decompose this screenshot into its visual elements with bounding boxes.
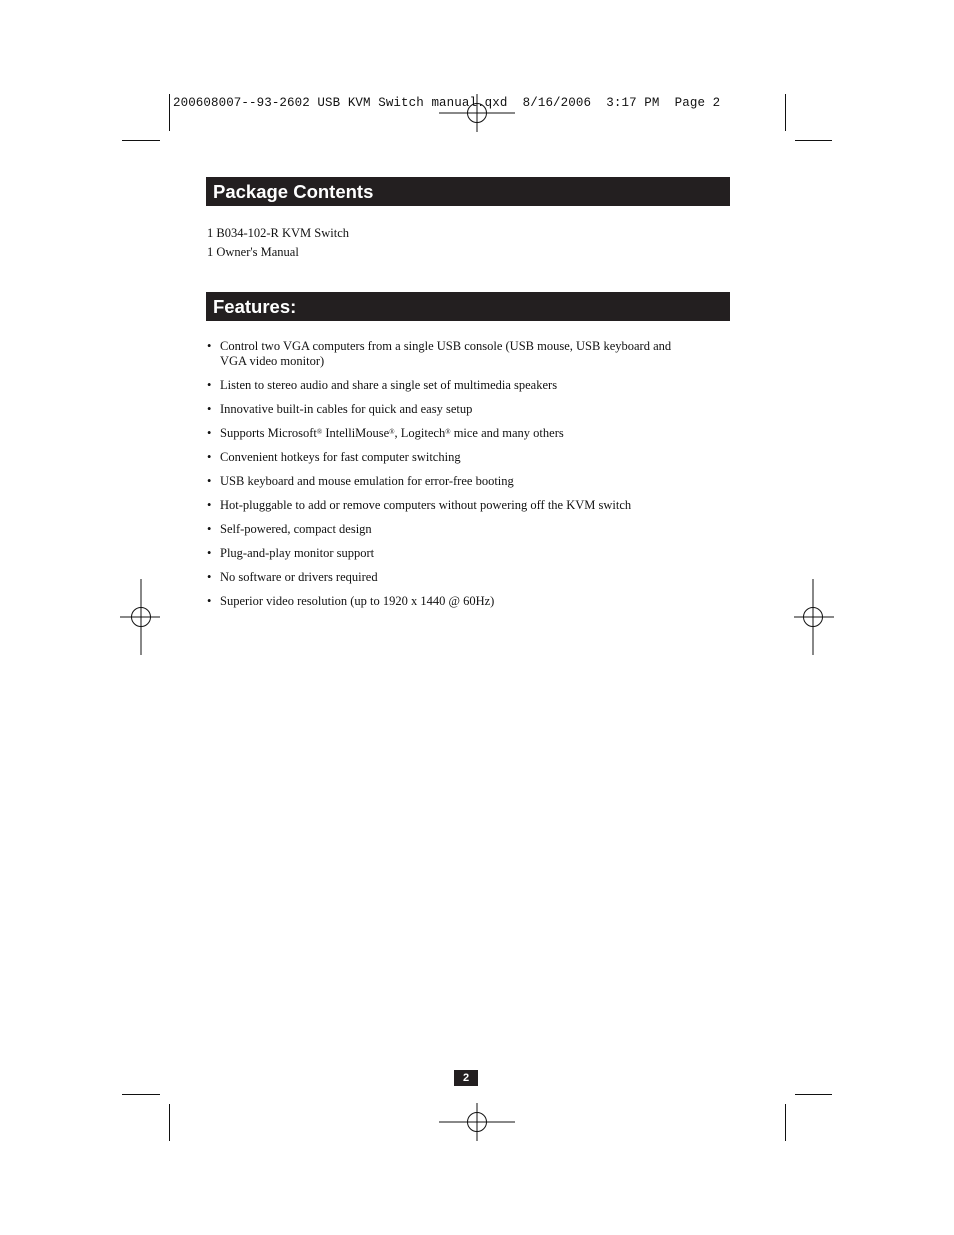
- package-item: 1 B034-102-R KVM Switch: [207, 226, 350, 240]
- bullet-icon: •: [207, 377, 212, 392]
- feature-item: • Hot-pluggable to add or remove computers without powering off the KVM switch: [207, 497, 632, 512]
- bullet-icon: •: [207, 449, 212, 464]
- feature-item: • Listen to stereo audio and share a single set of multimedia speakers: [207, 377, 558, 392]
- bullet-icon: •: [207, 497, 212, 512]
- package-contents-heading: Package Contents: [206, 177, 730, 206]
- bullet-icon: •: [207, 593, 212, 608]
- registered-mark: ®: [316, 427, 323, 436]
- registered-mark: ®: [445, 427, 451, 436]
- bullet-icon: •: [207, 545, 212, 560]
- bullet-icon: •: [207, 401, 212, 416]
- features-heading: Features:: [206, 292, 730, 321]
- bullet-icon: •: [207, 339, 212, 353]
- crop-mark-bottom-right-horizontal: [795, 1094, 832, 1095]
- page-number: 2: [454, 1070, 478, 1086]
- registration-mark-bottom-icon: [439, 1103, 515, 1143]
- feature-item: • Plug-and-play monitor support: [207, 545, 375, 560]
- registration-mark-top-icon: [439, 92, 515, 132]
- feature-item: • Superior video resolution (up to 1920 x 1440 @ 60Hz): [207, 593, 495, 608]
- package-contents-list: [207, 224, 349, 262]
- print-slug-line: 200608007--93-2602 USB KVM Switch manual.qxd 8/16/2006 3:17 PM Page 2: [173, 96, 721, 110]
- feature-item: • Supports Microsoft® IntelliMouse®, Logitech® mice and many others: [207, 425, 564, 440]
- package-item: 1 Owner's Manual: [207, 245, 299, 259]
- feature-item: • No software or drivers required: [207, 569, 378, 584]
- feature-item: • USB keyboard and mouse emulation for error-free booting: [207, 473, 514, 488]
- feature-item: • Self-powered, compact design: [207, 521, 372, 536]
- crop-mark-top-right-vertical: [785, 94, 786, 131]
- crop-mark-bottom-right-vertical: [785, 1104, 786, 1141]
- registration-mark-left-icon: [120, 579, 160, 655]
- feature-item: • Control two VGA computers from a single USB console (USB mouse, USB keyboard and VGA video monitor): [207, 339, 672, 368]
- bullet-icon: •: [207, 473, 212, 488]
- crop-mark-top-left-vertical: [169, 94, 170, 131]
- registration-mark-right-icon: [794, 579, 834, 655]
- crop-mark-top-right-horizontal: [795, 140, 832, 141]
- crop-mark-bottom-left-vertical: [169, 1104, 170, 1141]
- features-list: [207, 339, 687, 618]
- feature-item: • Convenient hotkeys for fast computer switching: [207, 449, 461, 464]
- bullet-icon: •: [207, 425, 212, 440]
- bullet-icon: •: [207, 521, 212, 536]
- crop-mark-top-left-horizontal: [122, 140, 160, 141]
- feature-item: • Innovative built-in cables for quick and easy setup: [207, 401, 473, 416]
- crop-mark-bottom-left-horizontal: [122, 1094, 160, 1095]
- registered-mark: ®: [389, 427, 395, 436]
- bullet-icon: •: [207, 569, 212, 584]
